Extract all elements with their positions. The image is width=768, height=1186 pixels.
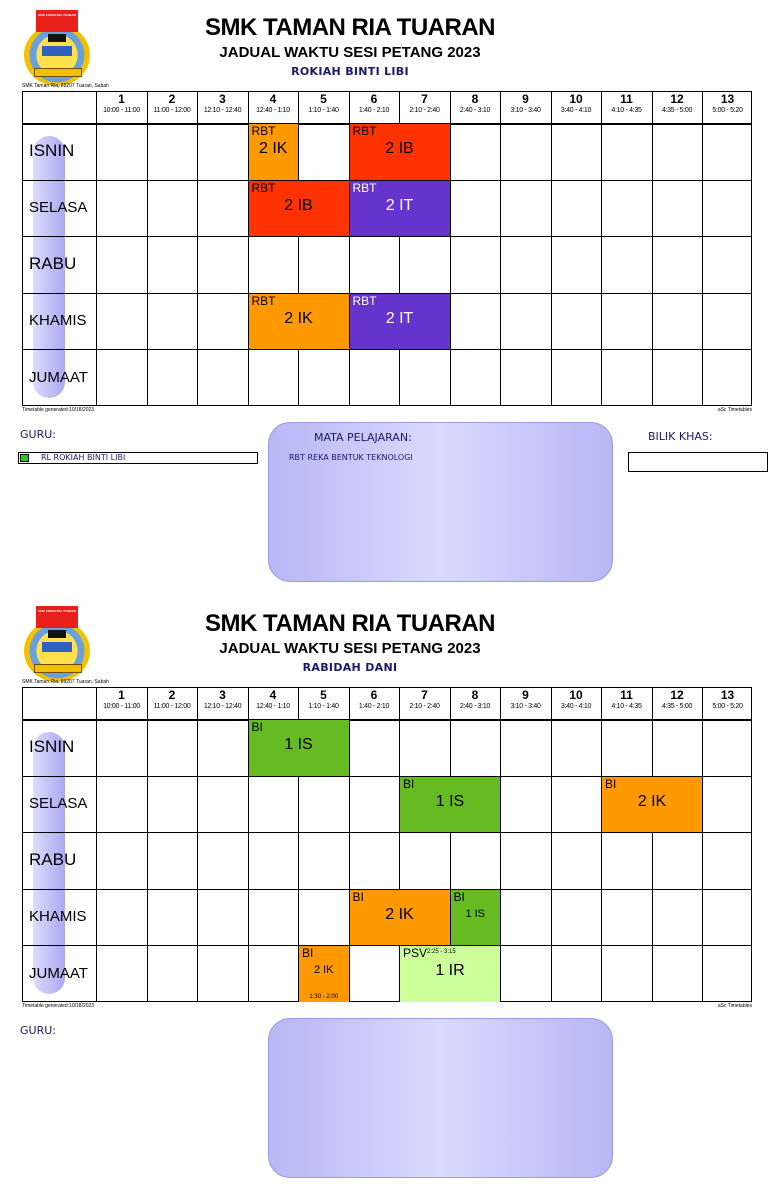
lesson-card[interactable] <box>249 181 349 237</box>
lesson-card[interactable] <box>350 294 450 350</box>
day-label: SELASA <box>29 795 88 813</box>
day-label: RABU <box>29 254 77 274</box>
lesson-subject: BI <box>453 889 465 904</box>
period-header <box>551 689 602 711</box>
lesson-subject: BI <box>302 946 314 961</box>
grid-column-line <box>96 92 97 405</box>
grid-column-line <box>702 92 703 405</box>
school-crest-logo <box>20 606 94 682</box>
period-number: 9 <box>522 688 529 702</box>
period-time: 1:40 - 2:10 <box>358 107 390 114</box>
crest-ribbon <box>34 664 82 673</box>
school-title: SMK TAMAN RIA TUARAN <box>205 610 495 637</box>
period-header <box>298 689 349 711</box>
school-crest-logo <box>20 10 94 86</box>
lesson-class: 1 IR <box>435 962 465 980</box>
lesson-card[interactable] <box>350 890 450 946</box>
lesson-subject: RBT <box>251 293 276 308</box>
lesson-card[interactable] <box>249 720 349 776</box>
day-label: ISNIN <box>29 737 75 756</box>
period-number: 12 <box>670 92 684 106</box>
lesson-card[interactable] <box>602 777 702 833</box>
lesson-class: 1 IS <box>435 792 465 810</box>
period-header <box>500 93 551 115</box>
period-header <box>298 93 349 115</box>
lesson-class: 1 IS <box>284 736 313 753</box>
grid-column-line <box>500 688 501 1001</box>
period-number: 4 <box>269 92 277 106</box>
mata-pelajaran-label: MATA PELAJARAN: <box>314 431 412 444</box>
day-label: JUMAAT <box>29 368 88 386</box>
crest-ribbon <box>34 68 82 77</box>
teacher-name: ROKIAH BINTI LIBI <box>291 65 409 78</box>
period-header <box>147 689 198 711</box>
lesson-class: 2 IT <box>385 309 414 327</box>
timetable-grid <box>22 687 752 1002</box>
grid-column-line <box>450 92 451 405</box>
period-header <box>399 689 450 711</box>
subject-legend-panel <box>268 422 613 582</box>
school-address: SMK Taman Ria, 89207 Tuaran, Sabah <box>22 679 109 685</box>
grid-column-line <box>96 688 97 1001</box>
period-time: 4:35 - 5:00 <box>661 703 693 710</box>
teacher-color-swatch <box>20 454 29 462</box>
period-number: 11 <box>620 688 633 702</box>
period-header <box>96 689 147 711</box>
period-header <box>450 93 501 115</box>
lesson-class: 2 IK <box>637 792 667 810</box>
grid-column-line <box>652 688 653 1001</box>
period-time: 2:10 - 2:40 <box>409 703 440 710</box>
lesson-class: 2 IT <box>385 196 414 214</box>
period-time: 12:40 - 1:10 <box>256 703 290 710</box>
grid-column-line <box>349 688 350 1001</box>
period-number: 8 <box>471 92 479 106</box>
period-time: 3:40 - 4:10 <box>560 107 592 114</box>
period-time: 5:00 - 5:20 <box>712 107 743 114</box>
period-time: 4:10 - 4:35 <box>611 107 642 114</box>
period-number: 12 <box>670 688 684 702</box>
lesson-card[interactable] <box>299 946 349 1002</box>
lesson-subject: RBT <box>352 293 377 308</box>
school-address: SMK Taman Ria, 89207 Tuaran, Sabah <box>22 83 109 89</box>
guru-label: GURU: <box>20 428 56 441</box>
day-label: SELASA <box>29 199 88 217</box>
lesson-class: 2 IK <box>385 905 414 923</box>
period-number: 8 <box>471 688 479 702</box>
bilik-khas-label: BILIK KHAS: <box>648 430 713 443</box>
day-label: KHAMIS <box>29 908 87 926</box>
subject-entry: RBT REKA BENTUK TEKNOLOGI <box>289 453 413 462</box>
period-time: 3:10 - 3:40 <box>510 107 541 114</box>
crest-banner <box>36 10 78 32</box>
subject-legend-panel <box>268 1018 613 1178</box>
lesson-time-note: 1:30 - 2:00 <box>309 993 339 1000</box>
bilik-khas-box <box>628 452 768 472</box>
period-number: 4 <box>269 688 277 702</box>
lesson-time-note: 2:25 - 3:15 <box>427 949 456 956</box>
guru-entry <box>18 452 258 464</box>
period-time: 3:40 - 4:10 <box>560 703 592 710</box>
grid-column-line <box>197 92 198 405</box>
period-time: 11:00 - 12:00 <box>153 107 191 114</box>
period-header <box>500 689 551 711</box>
period-number: 10 <box>569 688 583 702</box>
guru-entry-text: RL ROKIAH BINTI LIBI <box>41 453 126 462</box>
grid-column-line <box>197 688 198 1001</box>
software-note: aSc Timetables <box>717 407 752 413</box>
period-number: 2 <box>168 92 176 106</box>
period-header <box>399 93 450 115</box>
period-header <box>96 93 147 115</box>
period-time: 11:00 - 12:00 <box>153 703 191 710</box>
period-header <box>349 93 400 115</box>
timetable-subtitle: JADUAL WAKTU SESI PETANG 2023 <box>219 640 481 657</box>
lesson-class: 2 IK <box>259 140 288 157</box>
mortarboard-icon <box>48 630 66 638</box>
lesson-class: 2 IK <box>313 964 334 977</box>
period-header <box>652 93 703 115</box>
period-time: 2:40 - 3:10 <box>459 107 491 114</box>
crest-banner-text: SMK TAMAN RIA TUARAN <box>38 13 76 17</box>
grid-column-line <box>601 688 602 1001</box>
lesson-subject: RBT <box>352 180 377 195</box>
timetable-subtitle: JADUAL WAKTU SESI PETANG 2023 <box>219 44 481 61</box>
lesson-card[interactable] <box>249 124 299 180</box>
period-header <box>248 93 299 115</box>
period-header <box>248 689 299 711</box>
period-header <box>197 689 248 711</box>
mortarboard-icon <box>48 34 66 42</box>
lesson-subject: BI <box>251 720 263 734</box>
period-header <box>197 93 248 115</box>
period-time: 2:40 - 3:10 <box>459 703 491 710</box>
grid-row-line <box>23 832 751 833</box>
lesson-subject: BI <box>605 776 617 791</box>
period-time: 10:00 - 11:00 <box>103 703 140 710</box>
grid-column-line <box>551 688 552 1001</box>
period-time: 12:10 - 12:40 <box>203 107 242 114</box>
lesson-card[interactable] <box>350 181 450 237</box>
lesson-subject: BI <box>352 889 364 904</box>
day-label: ISNIN <box>29 141 75 160</box>
period-header <box>601 689 652 711</box>
grid-column-line <box>551 92 552 405</box>
period-number: 9 <box>522 92 529 106</box>
lesson-card[interactable] <box>249 294 349 350</box>
period-header <box>601 93 652 115</box>
grid-row-line <box>23 719 751 721</box>
lesson-card[interactable] <box>400 777 500 833</box>
period-number: 13 <box>720 688 735 702</box>
period-header <box>652 689 703 711</box>
lesson-subject: $PSV^{2:25 - 3:15}$ <box>403 946 456 961</box>
grid-row-line <box>23 236 751 237</box>
period-time: 2:10 - 2:40 <box>409 107 440 114</box>
timetable-grid <box>22 91 752 406</box>
lesson-class: 2 IB <box>284 196 313 214</box>
teacher-name: RABIDAH DANI <box>302 661 398 674</box>
period-header <box>147 93 198 115</box>
crest-banner-text: SMK TAMAN RIA TUARAN <box>38 609 76 613</box>
period-time: 1:10 - 1:40 <box>308 703 339 710</box>
period-number: 3 <box>219 688 226 702</box>
period-time: 12:10 - 12:40 <box>203 703 242 710</box>
period-number: 6 <box>370 92 378 106</box>
period-time: 1:10 - 1:40 <box>308 107 339 114</box>
period-time: 10:00 - 11:00 <box>103 107 140 114</box>
book-icon <box>42 46 72 56</box>
lesson-subject: RBT <box>251 124 276 138</box>
lesson-subject: RBT <box>251 180 276 195</box>
period-header <box>551 93 602 115</box>
generated-note: Timetable generated:10/18/2023 <box>22 407 95 413</box>
period-time: 4:35 - 5:00 <box>661 107 693 114</box>
period-time: 12:40 - 1:10 <box>256 107 290 114</box>
timetable-page <box>0 0 768 590</box>
period-number: 6 <box>370 688 378 702</box>
grid-column-line <box>702 688 703 1001</box>
day-label: KHAMIS <box>29 312 87 330</box>
grid-column-line <box>147 92 148 405</box>
day-label: JUMAAT <box>29 964 88 982</box>
lesson-card[interactable] <box>350 124 450 180</box>
grid-column-line <box>147 688 148 1001</box>
period-number: 13 <box>720 92 735 106</box>
period-number: 1 <box>118 92 125 106</box>
software-note: aSc Timetables <box>717 1003 752 1009</box>
period-header <box>702 689 753 711</box>
period-number: 2 <box>168 688 176 702</box>
lesson-card[interactable] <box>400 946 500 1002</box>
period-number: 5 <box>320 92 327 106</box>
grid-column-line <box>298 92 299 405</box>
period-header <box>702 93 753 115</box>
lesson-subject: RBT <box>352 124 377 138</box>
period-number: 10 <box>569 92 583 106</box>
grid-column-line <box>601 92 602 405</box>
crest-banner <box>36 606 78 628</box>
grid-column-line <box>500 92 501 405</box>
period-number: 3 <box>219 92 226 106</box>
book-icon <box>42 642 72 652</box>
lesson-class: 2 IK <box>284 309 313 327</box>
period-number: 7 <box>421 92 428 106</box>
period-number: 7 <box>421 688 428 702</box>
lesson-class: 1 IS <box>465 907 486 920</box>
grid-row-line <box>23 945 751 946</box>
grid-column-line <box>652 92 653 405</box>
school-title: SMK TAMAN RIA TUARAN <box>205 14 495 41</box>
period-time: 1:40 - 2:10 <box>358 703 390 710</box>
lesson-subject: BI <box>403 776 415 791</box>
lesson-class: 2 IB <box>385 140 414 157</box>
period-header <box>450 689 501 711</box>
timetable-page <box>0 596 768 1186</box>
generated-note: Timetable generated:10/18/2023 <box>22 1003 95 1009</box>
lesson-card[interactable] <box>451 890 501 946</box>
period-number: 1 <box>118 688 125 702</box>
period-time: 5:00 - 5:20 <box>712 703 743 710</box>
grid-row-line <box>23 349 751 350</box>
period-header <box>349 689 400 711</box>
day-label: RABU <box>29 850 77 870</box>
period-time: 3:10 - 3:40 <box>510 703 541 710</box>
period-time: 4:10 - 4:35 <box>611 703 642 710</box>
guru-label: GURU: <box>20 1024 56 1037</box>
period-number: 5 <box>320 688 327 702</box>
period-number: 11 <box>620 92 633 106</box>
